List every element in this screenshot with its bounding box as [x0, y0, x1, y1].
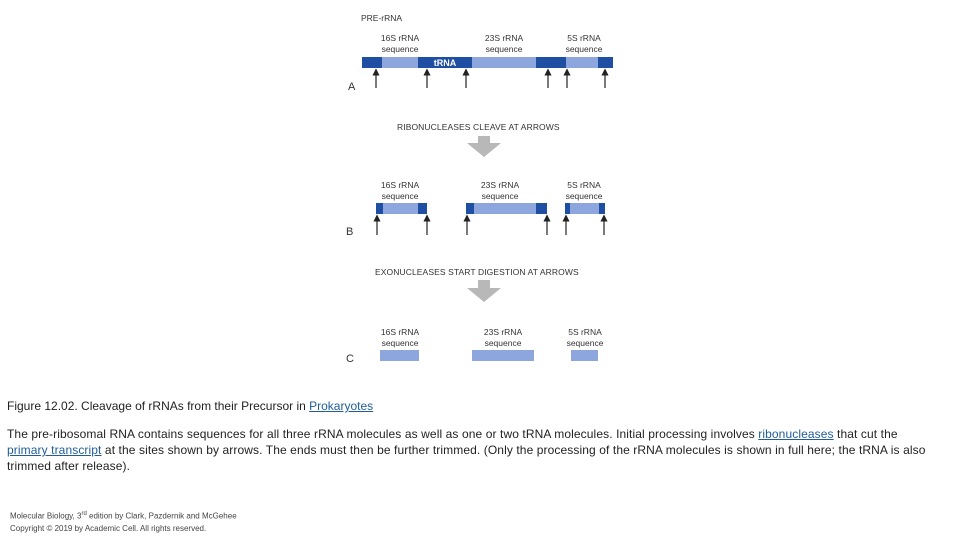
caption-body: [7, 426, 933, 474]
row-b: [346, 180, 605, 238]
row-c: [346, 327, 604, 365]
row-a-16s-label-2: sequence: [381, 44, 419, 54]
trna-label: tRNA: [433, 58, 457, 68]
row-b-5s-label-1: 5S rRNA: [567, 180, 601, 190]
row-c-5s-label-1: 5S rRNA: [568, 327, 602, 337]
ribonucleases-link[interactable]: ribonucleases: [758, 427, 834, 441]
row-b-5s-label-2: sequence: [565, 191, 603, 201]
caption-title: [7, 398, 933, 414]
row-b-16s-label-1: 16S rRNA: [380, 180, 420, 190]
row-a-5s-label-1: 5S rRNA: [567, 33, 601, 43]
panel-letter-c: C: [346, 353, 354, 365]
row-b-23s-label-2: sequence: [481, 191, 519, 201]
row-c-23s-mature: [472, 350, 534, 361]
row-c-16s-label-1: 16S rRNA: [380, 327, 420, 337]
row-a-23s-label-1: 23S rRNA: [484, 33, 524, 43]
row-b-23s-label-1: 23S rRNA: [480, 180, 520, 190]
caption-body-text-3: at the sites shown by arrows. The ends must then be further trimmed. (Only the processing of the rRNA molecules is shown in full here; the tRNA is also trimmed after release).: [7, 443, 926, 473]
row-a-5s-label-2: sequence: [565, 44, 603, 54]
credit-line-1: Molecular Biology, 3rd edition by Clark, Pazdernik and McGehee: [10, 511, 237, 521]
row-a-cut-arrows: [376, 72, 605, 88]
row-a-23s-label-2: sequence: [485, 44, 523, 54]
caption-title-text: Figure 12.02. Cleavage of rRNAs from their Precursor in: [7, 399, 310, 413]
panel-letter-b: B: [346, 226, 354, 238]
primary-transcript-link[interactable]: primary transcript: [7, 443, 102, 457]
credit-line-2: Copyright © 2019 by Academic Cell. All rights reserved.: [10, 523, 207, 533]
row-b-23s-fragment: [466, 203, 547, 214]
row-c-23s-label-1: 23S rRNA: [483, 327, 523, 337]
step-1-text: RIBONUCLEASES CLEAVE AT ARROWS: [397, 122, 560, 132]
caption-body-text-2: that cut the: [833, 427, 898, 441]
credit: [10, 508, 237, 535]
row-a-16s-label-1: 16S rRNA: [380, 33, 420, 43]
process-arrow-1: [467, 136, 501, 157]
row-c-16s-label-2: sequence: [381, 338, 419, 348]
panel-letter-a: A: [348, 81, 356, 93]
row-c-23s-label-2: sequence: [484, 338, 522, 348]
caption-body-text-1: The pre-ribosomal RNA contains sequences for all three rRNA molecules as well as one or two tRNA molecules. Initial processing involves: [7, 427, 759, 441]
step-2-text: EXONUCLEASES START DIGESTION AT ARROWS: [375, 267, 579, 277]
figure-caption: [7, 398, 933, 474]
row-b-16s-fragment: [376, 203, 427, 214]
row-c-5s-label-2: sequence: [566, 338, 604, 348]
pre-rrna-bar: [362, 57, 613, 68]
row-c-5s-mature: [571, 350, 598, 361]
row-b-16s-label-2: sequence: [381, 191, 419, 201]
pre-rrna-title: PRE-rRNA: [361, 13, 403, 23]
prokaryotes-link[interactable]: Prokaryotes: [309, 399, 374, 413]
row-b-cut-arrows: [377, 218, 604, 235]
row-a: [348, 13, 613, 93]
row-c-16s-mature: [380, 350, 419, 361]
process-arrow-2: [467, 280, 501, 302]
row-b-5s-fragment: [565, 203, 605, 214]
